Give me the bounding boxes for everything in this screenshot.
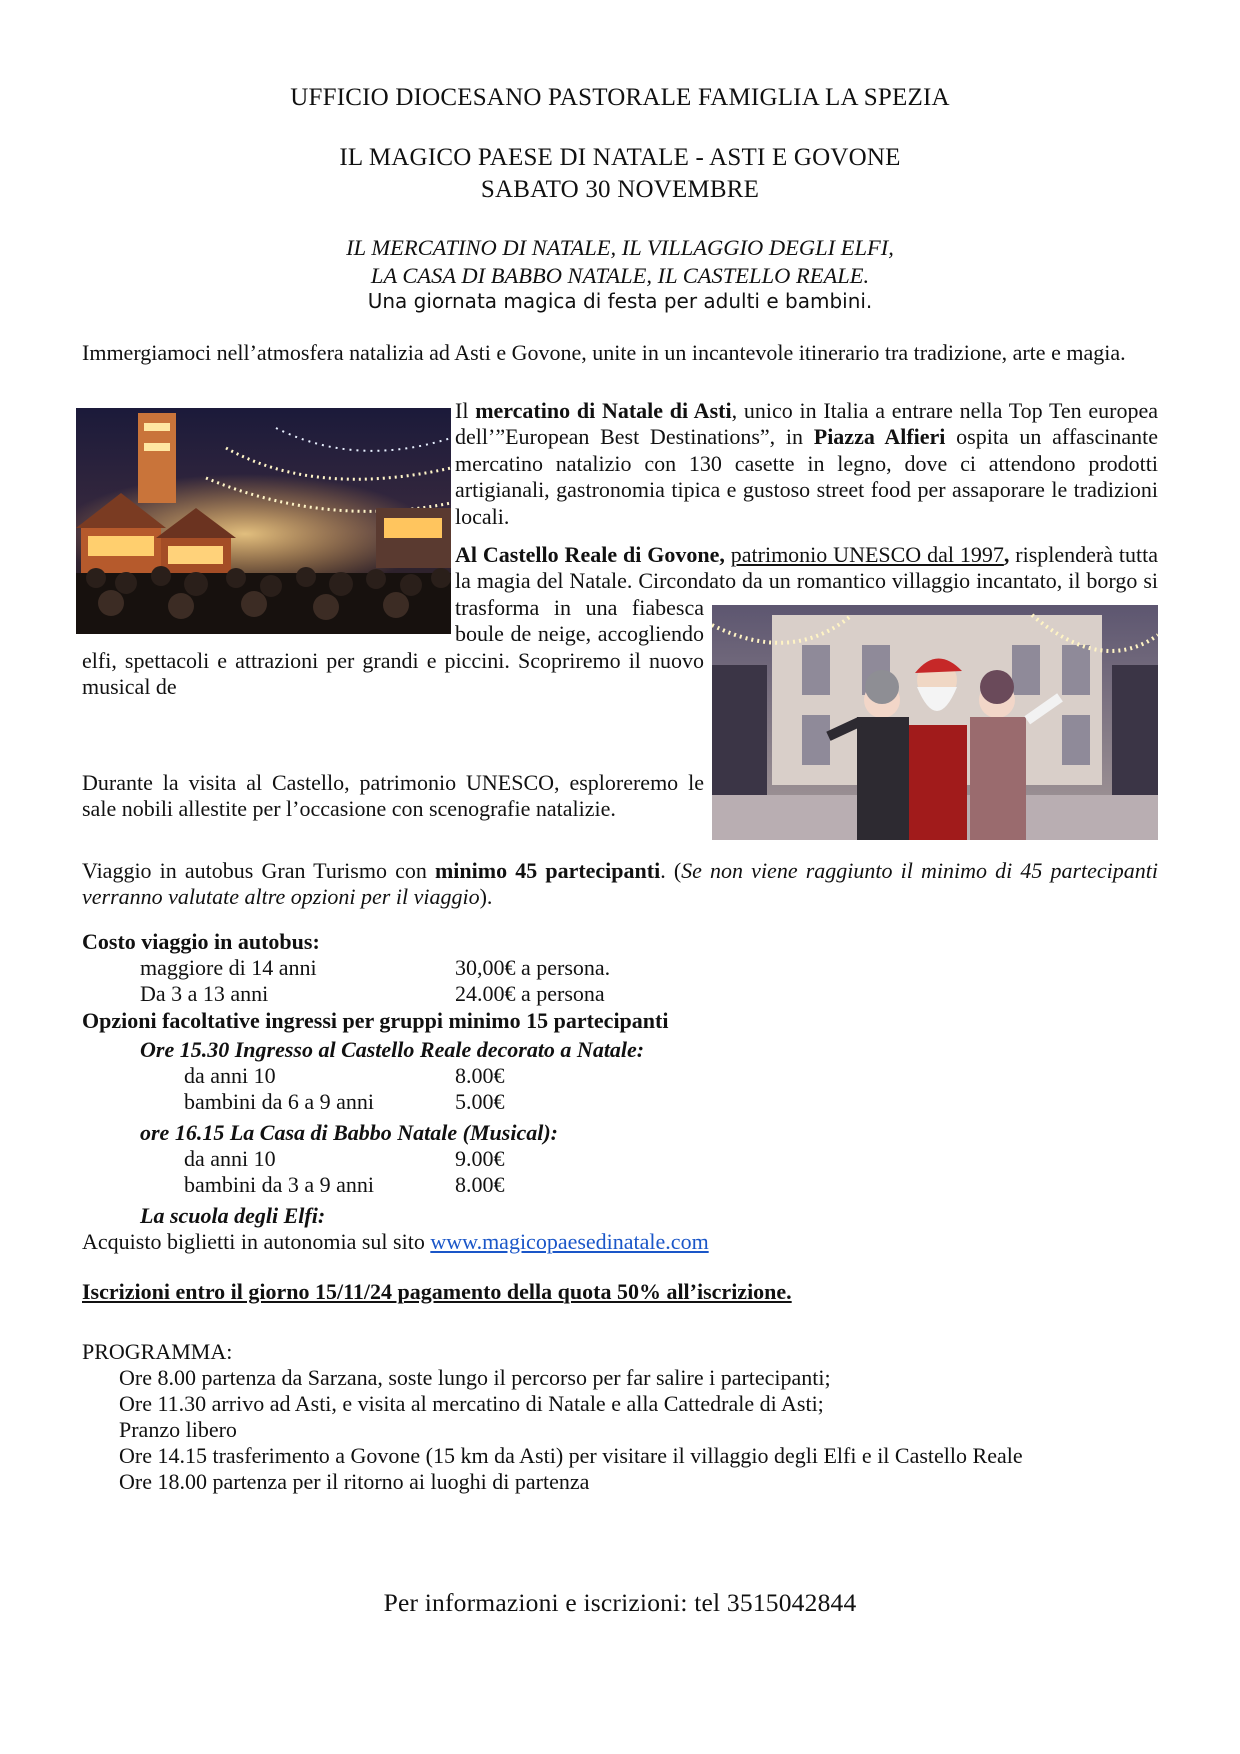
govone-photo-spacer [704,604,1158,824]
program-item: Ore 18.00 partenza per il ritorno ai luoghi di partenza [119,1469,590,1494]
cost-price-child: 24.00€ a persona [455,981,605,1006]
cost-label-child: Da 3 a 13 anni [140,981,269,1006]
subtitle-line-1: IL MERCATINO DI NATALE, IL VILLAGGIO DEGLI ELFI, [346,235,894,260]
event-date: SABATO 30 NOVEMBRE [480,176,760,203]
musical-price-child: 8.00€ [455,1172,505,1197]
program-item: Ore 11.30 arrivo ad Asti, e visita al mercatino di Natale e alla Cattedrale di Asti; [119,1391,824,1416]
castle-price-child: 5.00€ [455,1089,505,1114]
cost-label-adult: maggiore di 14 anni [140,955,317,980]
tickets-website-link[interactable]: www.magicopaesedinatale.com [430,1229,709,1254]
musical-label-child: bambini da 3 a 9 anni [184,1172,375,1197]
musical-label-adult: da anni 10 [184,1146,276,1171]
registration-deadline: Iscrizioni entro il giorno 15/11/24 pagamento della quota 50% all’iscrizione. [82,1279,792,1304]
program-item: Ore 14.15 trasferimento a Govone (15 km da Asti) per visitare il villaggio degli Elfi e il Castello Reale [119,1443,1023,1468]
castle-label-adult: da anni 10 [184,1063,276,1088]
subtitle-line-2: LA CASA DI BABBO NATALE, IL CASTELLO REALE. [370,263,870,288]
contact-info: Per informazioni e iscrizioni: tel 3515042844 [383,1588,857,1617]
program-item: Pranzo libero [119,1417,237,1442]
program-item: Ore 8.00 partenza da Sarzana, soste lungo il percorso per far salire i partecipanti; [119,1365,831,1390]
program-heading: PROGRAMMA: [82,1339,233,1364]
castle-option-heading: Ore 15.30 Ingresso al Castello Reale decorato a Natale: [140,1037,645,1062]
intro-paragraph: Immergiamoci nell’atmosfera natalizia ad Asti e Govone, unite in un incantevole itinerario tra tradizione, arte e magia. [82,340,1126,365]
govone-paragraph-part-1: Al Castello Reale di Govone, patrimonio UNESCO dal 1997, risplenderà tutta la magia del Natale. Circondato da un romantico villaggio incantato, il borgo si trasforma in una fiabesca boule de neige, accogliendo elfi, spettacoli e attrazioni per grandi e piccini. Scopriremo il nuovo musical de [82,542,1158,824]
cost-price-adult: 30,00€ a persona. [455,955,611,980]
asti-photo-spacer [82,542,455,634]
options-heading: Opzioni facoltative ingressi per gruppi minimo 15 partecipanti [82,1008,669,1033]
cost-heading: Costo viaggio in autobus: [82,929,320,954]
musical-price-adult: 9.00€ [455,1146,505,1171]
elves-school-text: Acquisto biglietti in autonomia sul sito www.magicopaesedinatale.com [82,1229,709,1254]
office-heading: UFFICIO DIOCESANO PASTORALE FAMIGLIA LA SPEZIA [290,84,950,111]
visit-paragraph: Durante la visita al Castello, patrimonio UNESCO, esploreremo le sale nobili allestite per l’occasione con scenografie natalizie. [82,770,704,822]
travel-paragraph: Viaggio in autobus Gran Turismo con minimo 45 partecipanti. (Se non viene raggiunto il minimo di 45 partecipanti verranno valutate altre opzioni per il viaggio). [82,858,1158,910]
tagline: Una giornata magica di festa per adulti e bambini. [367,289,873,313]
asti-paragraph: Il mercatino di Natale di Asti, unico in Italia a entrare nella Top Ten europea dell’”European Best Destinations”, in Piazza Alfieri ospita un affascinante mercatino natalizio con 130 casette in legno, dove ci attendono prodotti artigianali, gastronomia tipica e gustoso street food per assaporare le tradizioni locali. [455,398,1159,529]
elves-school-heading: La scuola degli Elfi: [140,1203,326,1228]
event-title: IL MAGICO PAESE DI NATALE - ASTI E GOVONE [339,144,901,171]
castle-label-child: bambini da 6 a 9 anni [184,1089,375,1114]
musical-option-heading: ore 16.15 La Casa di Babbo Natale (Musical): [140,1120,558,1145]
castle-price-adult: 8.00€ [455,1063,505,1088]
